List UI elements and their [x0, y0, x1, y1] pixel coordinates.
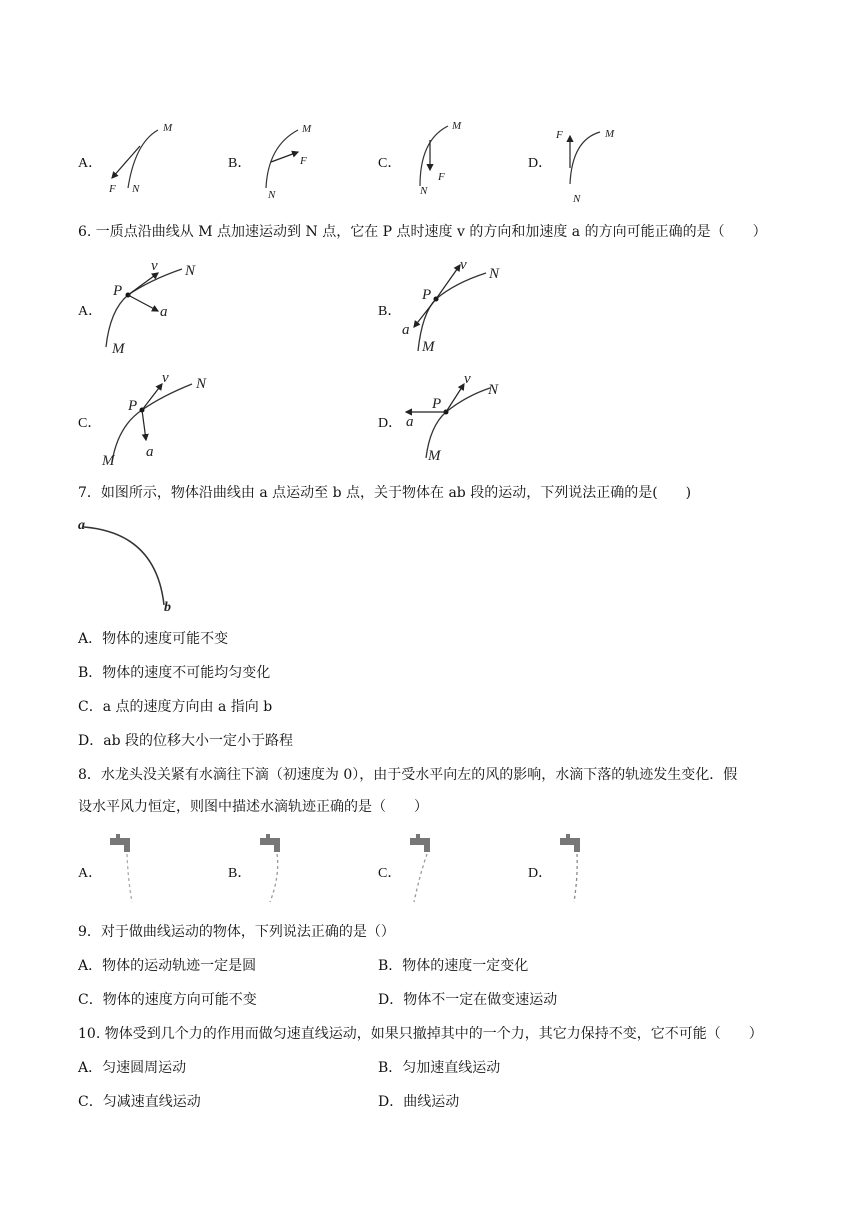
q6c-accel-a: a	[146, 444, 154, 460]
q5d-point-m: M	[605, 128, 615, 140]
q5-option-d-label: D．	[528, 156, 553, 171]
q9-option-a: A．物体的运动轨迹一定是圆	[78, 958, 257, 974]
q8-faucet-figure-a	[106, 832, 146, 908]
q10-option-b: B．匀加速直线运动	[378, 1060, 501, 1076]
q5-option-c-label: C．	[378, 156, 402, 171]
q5a-point-m: M	[163, 122, 173, 134]
q5-figure-a	[100, 118, 190, 203]
q7-figure-arc	[78, 513, 178, 613]
q6d-velocity-v: v	[464, 371, 471, 387]
q8-stem-line1: 8．水龙头没关紧有水滴往下滴（初速度为 0），由于受水平向左的风的影响，水滴下落的轨迹发生变化．假	[78, 767, 738, 783]
q6c-point-p: P	[128, 398, 138, 414]
q5c-point-m: M	[452, 120, 462, 132]
q6-stem: 6. 一质点沿曲线从 M 点加速运动到 N 点，它在 P 点时速度 v 的方向和加速度 a 的方向可能正确的是（ ）	[78, 224, 767, 240]
q8-option-d-label: D．	[528, 866, 553, 881]
q6b-accel-a: a	[402, 322, 410, 338]
q7-option-c: C．a 点的速度方向由 a 指向 b	[78, 699, 273, 715]
q6d-point-n: N	[488, 382, 499, 398]
q6d-accel-a: a	[406, 414, 414, 430]
q8-stem-line2: 设水平风力恒定，则图中描述水滴轨迹正确的是（ ）	[78, 799, 428, 815]
q10-option-c: C．匀减速直线运动	[78, 1094, 201, 1110]
q7-option-a: A．物体的速度可能不变	[78, 631, 229, 647]
q6b-velocity-v: v	[460, 257, 467, 273]
q10-option-a: A．匀速圆周运动	[78, 1060, 187, 1076]
q6a-point-p: P	[113, 283, 123, 299]
q6d-point-p: P	[432, 396, 442, 412]
q7-stem: 7．如图所示，物体沿曲线由 a 点运动至 b 点，关于物体在 ab 段的运动，下列说法正确的是( )	[78, 485, 692, 501]
q6c-point-n: N	[196, 376, 207, 392]
q7-option-d: D．ab 段的位移大小一定小于路程	[78, 733, 293, 749]
q6-option-a-label: A．	[78, 304, 103, 319]
q6a-point-m: M	[112, 341, 125, 357]
q6-figure-c	[100, 368, 220, 468]
q9-option-b: B．物体的速度一定变化	[378, 958, 529, 974]
q9-option-c: C．物体的速度方向可能不变	[78, 992, 257, 1008]
q6a-velocity-v: v	[151, 258, 158, 274]
q5-figure-b	[250, 118, 340, 203]
q6a-point-n: N	[185, 263, 196, 279]
q5-figure-d	[550, 118, 640, 203]
q8-option-a-label: A．	[78, 866, 103, 881]
q10-option-d: D．曲线运动	[378, 1094, 460, 1110]
q9-option-d: D．物体不一定在做变速运动	[378, 992, 558, 1008]
q5b-point-n: N	[268, 189, 276, 201]
q7-point-b: b	[164, 600, 171, 615]
q6-figure-d	[400, 368, 520, 468]
q8-faucet-figure-b	[256, 832, 296, 908]
q6-figure-a	[100, 255, 210, 355]
q8-option-c-label: C．	[378, 866, 402, 881]
q5-option-b-label: B．	[228, 156, 252, 171]
q5a-point-n: N	[132, 183, 140, 195]
q7-option-b: B．物体的速度不可能均匀变化	[78, 665, 271, 681]
q6a-accel-a: a	[160, 304, 168, 320]
q8-option-b-label: B．	[228, 866, 252, 881]
q6c-velocity-v: v	[162, 370, 169, 386]
q6b-point-m: M	[422, 339, 435, 355]
q5a-force-f: F	[109, 183, 116, 195]
q6d-point-m: M	[428, 448, 441, 464]
q8-faucet-figure-c	[406, 832, 446, 908]
q6-option-b-label: B．	[378, 304, 402, 319]
q6c-point-m: M	[102, 453, 115, 469]
q6-figure-b	[400, 255, 520, 355]
q5b-force-f: F	[300, 155, 307, 167]
q7-point-a: a	[78, 518, 85, 533]
q10-stem: 10. 物体受到几个力的作用而做匀速直线运动，如果只撤掉其中的一个力，其它力保持不变，它不可能（ ）	[78, 1026, 763, 1042]
q5-figure-c	[400, 118, 490, 203]
q5-option-a-label: A．	[78, 156, 103, 171]
q6-option-c-label: C．	[78, 416, 102, 431]
q5b-point-m: M	[302, 123, 312, 135]
q5c-force-f: F	[438, 171, 445, 183]
q6-option-d-label: D．	[378, 416, 403, 431]
q6b-point-n: N	[489, 266, 500, 282]
q9-stem: 9．对于做曲线运动的物体，下列说法正确的是（）	[78, 924, 395, 940]
q5c-point-n: N	[420, 185, 428, 197]
q5d-force-f: F	[556, 129, 563, 141]
q5d-point-n: N	[573, 193, 581, 205]
q8-faucet-figure-d	[556, 832, 596, 908]
q6b-point-p: P	[422, 287, 432, 303]
